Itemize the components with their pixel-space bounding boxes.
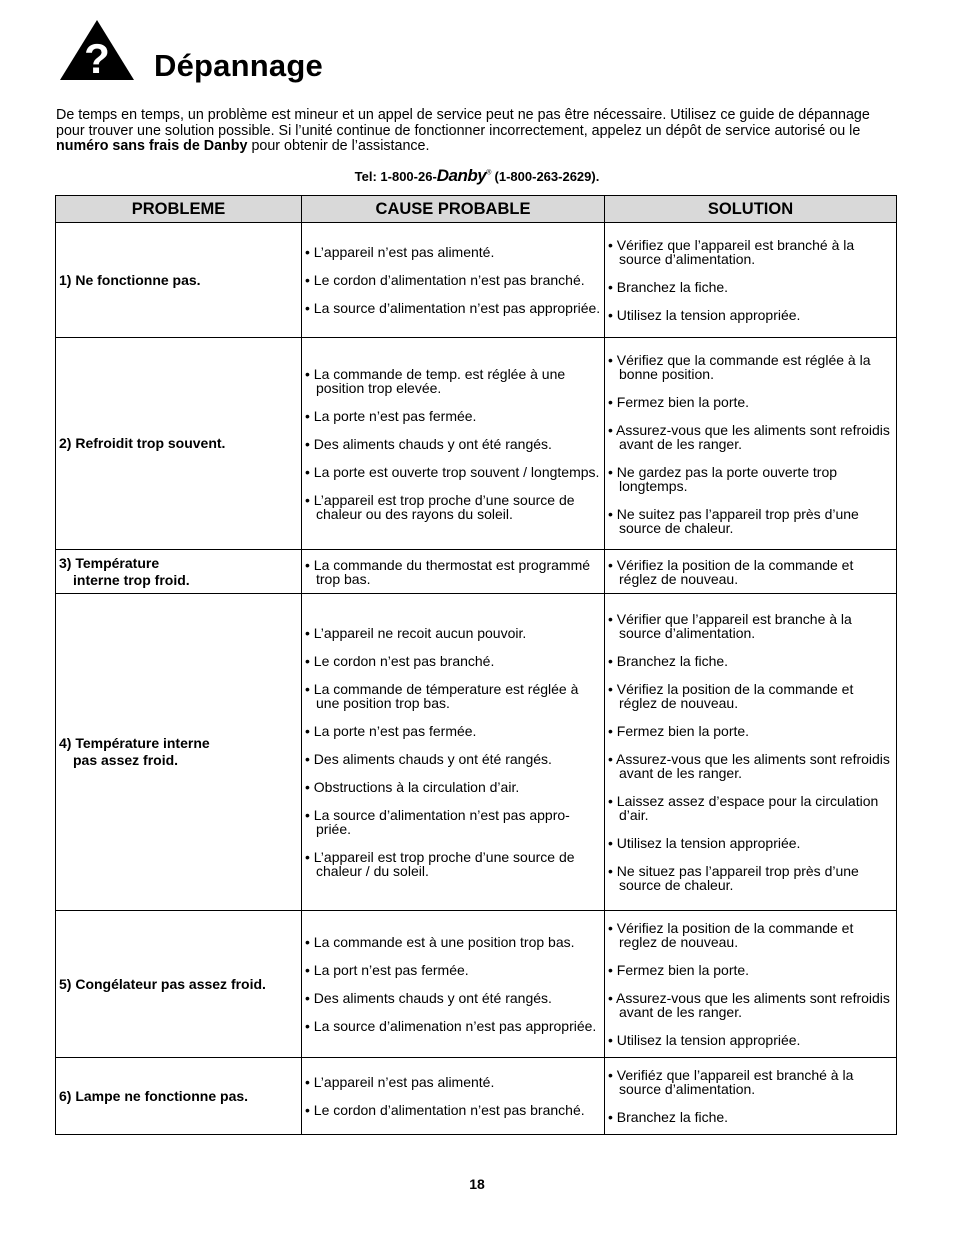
page-title: Dépannage (154, 48, 323, 83)
troubleshooting-table (55, 195, 897, 1135)
cause-item: • La porte n’est pas fermée. (305, 407, 477, 424)
cause-item: • L’appareil est trop proche d’une source de chaleur ou des rayons du soleil. (305, 491, 575, 522)
cause-item: • La commande de témperature est réglée à une position trop bas. (305, 681, 579, 711)
solution-cell (605, 338, 897, 550)
phone-end: . (595, 169, 600, 184)
question-warning-icon (58, 18, 136, 82)
header-solution: SOLUTION (605, 196, 897, 223)
solution-item: • Verifiéz que l’appareil est branché à la source d’alimentation. (608, 1067, 854, 1097)
problem-text: pas assez froid. (73, 752, 179, 768)
solution-item: • Fermez bien la porte. (608, 723, 750, 739)
solution-item: • Vérifiez que la commande est réglée à la bonne position. (608, 351, 871, 382)
cause-item: • La commande est à une position trop bas. (305, 934, 575, 950)
cause-item: • La source d’alimentation n’est pas appropriée. (305, 300, 601, 316)
cause-cell (302, 550, 605, 594)
solution-item: • Utilisez la tension appropriée. (608, 835, 801, 851)
table-header-row (56, 196, 897, 223)
intro-text-1: De temps en temps, un problème est mineur et un appel de service peut ne pas être nécessaire. Utilisez ce guide de dépannage pour trouver une solution possible. Si l’unité continue de fonctionner incorrectement, appelez un dépôt de service autorisé ou le (56, 107, 870, 139)
cause-item: • La porte est ouverte trop souvent / longtemps. (305, 463, 600, 480)
problem-cell (56, 1058, 302, 1135)
solution-item: • Ne situez pas l’appareil trop près d’une source de chaleur. (608, 863, 859, 893)
svg-text:?: ? (84, 35, 110, 82)
cause-item: • La commande de temp. est réglée à une position trop elevée. (305, 365, 566, 396)
cause-cell (302, 338, 605, 550)
table-row (56, 550, 897, 594)
header-problem: PROBLEME (56, 196, 302, 223)
cause-cell (302, 594, 605, 911)
cause-item: • L’appareil ne recoit aucun pouvoir. (305, 625, 527, 641)
cause-item: • Le cordon d’alimentation n’est pas branché. (305, 1102, 585, 1118)
cause-item: • Obstructions à la circulation d’air. (305, 779, 520, 795)
solution-item: • Branchez la fiche. (608, 653, 729, 669)
solution-item: • Vérifier que l’appareil est branche à la source d’alimentation. (608, 611, 852, 641)
cause-item: • Le cordon n’est pas branché. (305, 653, 495, 669)
table-row (56, 223, 897, 338)
cause-cell (302, 223, 605, 338)
table-row (56, 338, 897, 550)
solution-cell (605, 1058, 897, 1135)
header-cause: CAUSE PROBABLE (302, 196, 605, 223)
solution-item: • Assurez-vous que les aliments sont refroidis avant de les ranger. (608, 751, 890, 781)
cause-item: • Des aliments chauds y ont été rangés. (305, 751, 552, 767)
solution-item: • Assurez-vous que les aliments sont refroidis avant de les ranger. (608, 421, 890, 452)
solution-item: • Branchez la fiche. (608, 1109, 729, 1125)
cause-item: • Le cordon d’alimentation n’est pas branché. (305, 272, 585, 288)
problem-text: 4) Température interne (59, 735, 210, 751)
problem-text: 2) Refroidit trop souvent. (59, 435, 226, 451)
solution-item: • Vérifiez la position de la commande et reglez de nouveau. (608, 920, 854, 950)
problem-cell (56, 911, 302, 1058)
solution-item: • Vérifiez la position de la commande et réglez de nouveau. (608, 556, 854, 587)
intro-paragraph (56, 108, 896, 155)
table-row (56, 1058, 897, 1135)
cause-item: • L’appareil est trop proche d’une source de chaleur / du soleil. (305, 849, 575, 879)
solution-item: • Vérifiez la position de la commande et réglez de nouveau. (608, 681, 854, 711)
solution-item: • Branchez la fiche. (608, 279, 729, 295)
cause-item: • La source d’alimenation n’est pas appropriée. (305, 1018, 597, 1034)
solution-item: • Utilisez la tension appropriée. (608, 307, 801, 323)
intro-text-2: pour obtenir de l’assistance. (247, 138, 430, 154)
solution-cell (605, 911, 897, 1058)
cause-cell (302, 1058, 605, 1135)
cause-item: • La port n’est pas fermée. (305, 962, 469, 978)
solution-item: • Fermez bien la porte. (608, 393, 750, 410)
table-row (56, 911, 897, 1058)
solution-item: • Laissez assez d’espace pour la circulation d’air. (608, 793, 879, 823)
trademark-mark: ® (486, 169, 491, 177)
solution-item: • Assurez-vous que les aliments sont refroidis avant de les ranger. (608, 990, 890, 1020)
cause-item: • Des aliments chauds y ont été rangés. (305, 990, 552, 1006)
phone-number: (1-800-263-2629) (490, 169, 596, 184)
solution-item: • Vérifiez que l’appareil est branché à la source d’alimentation. (608, 237, 855, 267)
problem-cell (56, 550, 302, 594)
cause-item: • La commande du thermostat est programmé trop bas. (305, 556, 591, 587)
danby-logo (437, 166, 491, 185)
solution-item: • Ne gardez pas la porte ouverte trop longtemps. (608, 463, 838, 494)
page-number: 18 (469, 1176, 485, 1192)
cause-item: • L’appareil n’est pas alimenté. (305, 1074, 495, 1090)
cause-item: • Des aliments chauds y ont été rangés. (305, 435, 552, 452)
solution-cell (605, 594, 897, 911)
solution-item: • Ne suitez pas l’appareil trop près d’une source de chaleur. (608, 505, 859, 536)
phone-line (0, 166, 954, 186)
problem-text: 3) Température (59, 554, 160, 571)
solution-item: • Fermez bien la porte. (608, 962, 750, 978)
cause-item: • L’appareil n’est pas alimenté. (305, 244, 495, 260)
solution-item: • Utilisez la tension appropriée. (608, 1032, 801, 1048)
phone-prefix: Tel: 1-800-26- (354, 169, 437, 184)
problem-cell (56, 338, 302, 550)
problem-text: interne trop froid. (73, 571, 190, 588)
solution-cell (605, 223, 897, 338)
solution-cell (605, 550, 897, 594)
problem-text: 6) Lampe ne fonctionne pas. (59, 1087, 249, 1104)
problem-text: 1) Ne fonctionne pas. (59, 271, 201, 288)
problem-cell (56, 223, 302, 338)
page-header (58, 18, 898, 98)
problem-text: 5) Congélateur pas assez froid. (59, 975, 266, 992)
danby-logo-text: Danby (436, 166, 487, 185)
cause-cell (302, 911, 605, 1058)
cause-item: • La source d’alimentation n’est pas appro-priée. (305, 807, 570, 837)
table-row (56, 594, 897, 911)
intro-bold: numéro sans frais de Danby (56, 138, 248, 154)
problem-cell (56, 594, 302, 911)
cause-item: • La porte n’est pas fermée. (305, 723, 477, 739)
